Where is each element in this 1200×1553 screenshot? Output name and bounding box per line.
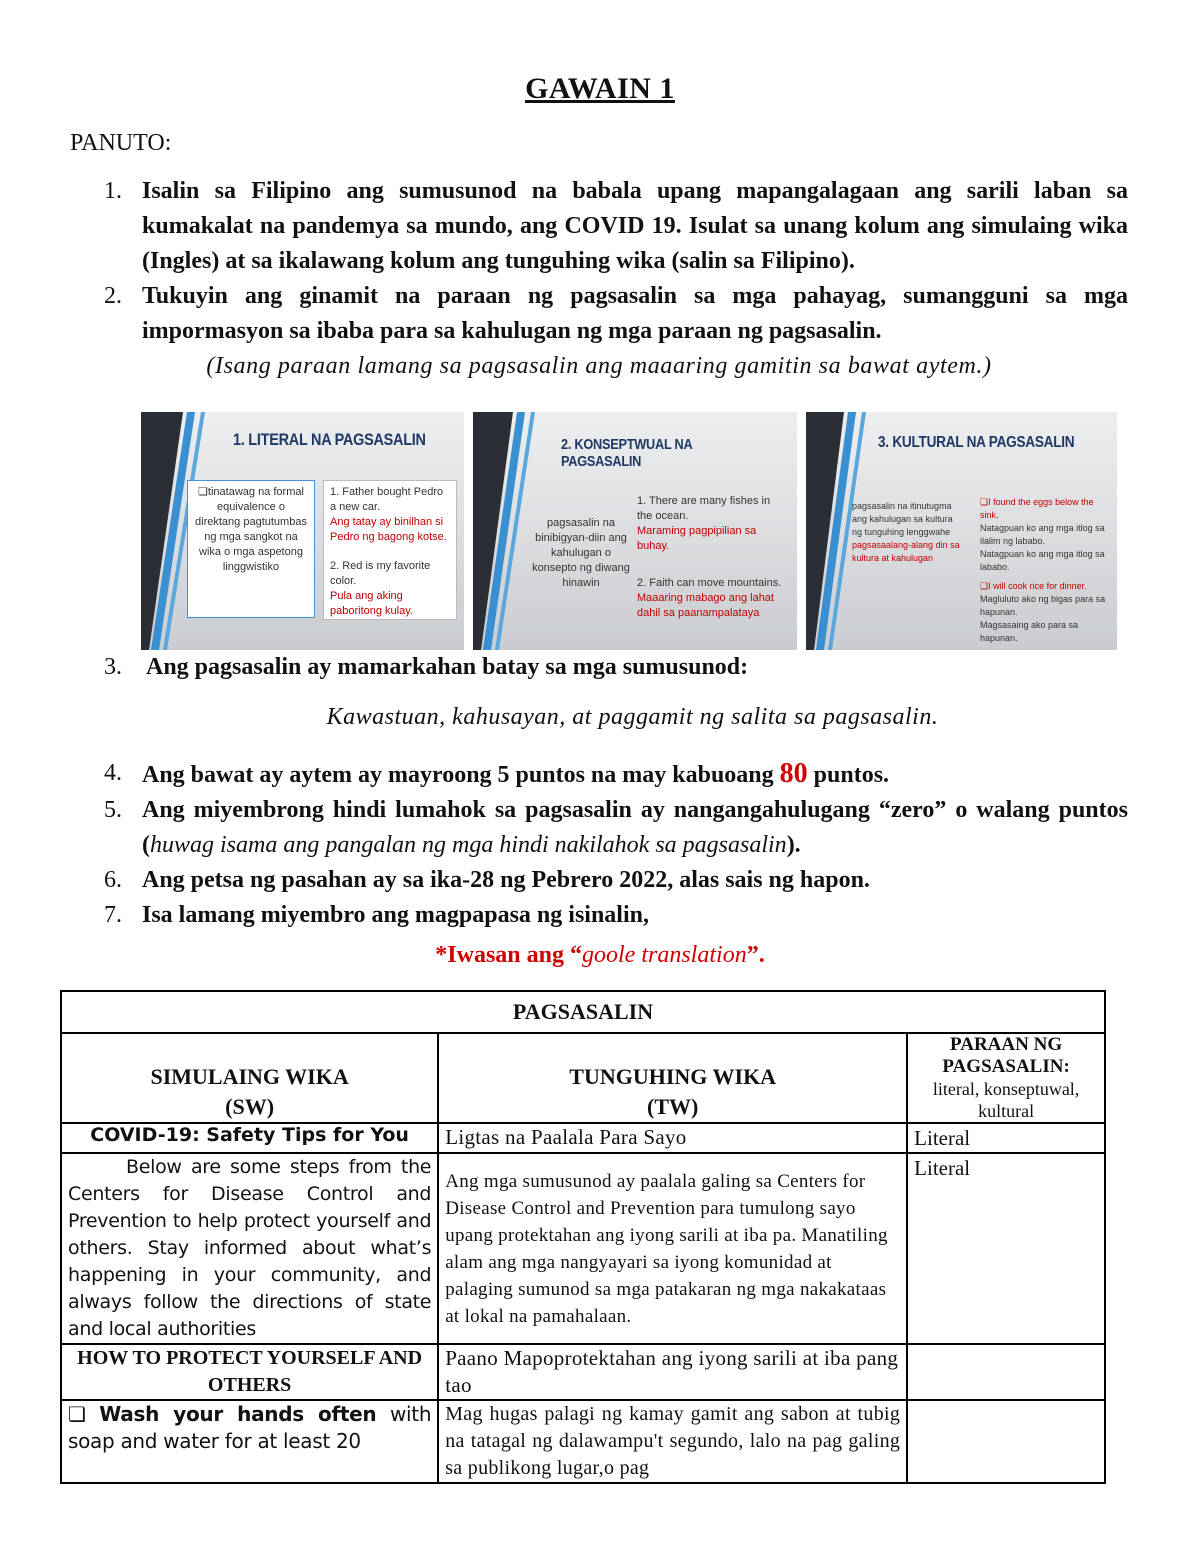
one-method-note: (Isang paraan lamang sa pagsasalin ang maaaring gamitin sa bawat aytem.) xyxy=(206,353,992,379)
item-number: 1. xyxy=(104,178,122,204)
table-cell-method xyxy=(907,1400,1105,1483)
translation-table xyxy=(60,990,1106,1484)
definition-box: ❏tinatawag na formal equivalence o direktang pagtutumbas ng mga sangkot na wika o mga aspetong linggwistiko xyxy=(187,480,315,618)
example-2-filipino: Magluluto ako ng bigas para sa hapunan. xyxy=(980,594,1106,617)
example-1-filipino: Maraming pagpipilian sa buhay. xyxy=(637,525,757,552)
table-row: ❏ Wash your hands often with soap and water for at least 20 xyxy=(61,1400,438,1483)
example-2-filipino-alt: Magsasaing ako para sa hapunan. xyxy=(980,620,1079,643)
item-number: 4. xyxy=(104,760,122,786)
example-2-english: 2. Red is my favorite color. xyxy=(330,560,431,587)
table-cell-tw: Paano Mapoprotektahan ang iyong sarili at iba pang tao xyxy=(438,1344,907,1400)
table-row: HOW TO PROTECT YOURSELF AND OTHERS xyxy=(61,1344,438,1400)
table-cell-method xyxy=(907,1344,1105,1400)
example-1-english: 1. There are many fishes in the ocean. xyxy=(637,495,771,522)
example-1-english: 1. Father bought Pedro a new car. xyxy=(330,486,444,513)
slide-literal xyxy=(141,412,464,650)
example-2-english: 2. Faith can move mountains. xyxy=(637,577,782,589)
item-number: 2. xyxy=(104,283,122,309)
example-2-filipino: Pula ang aking paboritong kulay. xyxy=(330,590,413,617)
example-2-english: ❏I will cook rice for dinner. xyxy=(980,581,1087,591)
checkbox-icon: ❏ xyxy=(68,1402,86,1426)
examples-text xyxy=(637,494,787,621)
warning-note: *Iwasan ang “goole translation”. xyxy=(435,942,765,968)
example-2-filipino: Maaaring mabago ang lahat dahil sa paanampalataya xyxy=(637,592,774,619)
instruction-item-7: 7. Isa lamang miyembro ang magpapasa ng isinalin, xyxy=(70,898,1128,933)
translation-methods-slides xyxy=(141,412,1117,650)
examples-box xyxy=(323,480,457,620)
instruction-item-3: Ang pagsasalin ay mamarkahan batay sa mga sumusunod: xyxy=(146,654,749,680)
instruction-text: Tukuyin ang ginamit na paraan ng pagsasalin sa mga pahayag, sumangguni sa mga impormasyon sa ibaba para sa kahulugan ng mga paraan ng pagsasalin. xyxy=(142,283,1128,344)
instruction-item-1 xyxy=(70,174,1128,279)
item-number: 6. xyxy=(104,867,122,893)
slide-kultural xyxy=(806,412,1117,650)
table-cell-method: Literal xyxy=(907,1153,1105,1344)
total-points: 80 xyxy=(779,758,808,789)
column-header-method: PARAAN NG PAGSASALIN: literal, konseptuwal, kultural xyxy=(907,1033,1105,1123)
checkbox-icon: ❏ xyxy=(980,497,989,507)
item-number: 3. xyxy=(104,654,122,680)
example-1-english: ❏I found the eggs below the sink. xyxy=(980,497,1094,520)
definition-text: pagsasalin na binibigyan-diin ang kahulugan o konsepto ng diwang hinawin xyxy=(532,517,630,589)
checkbox-icon: ❏ xyxy=(980,581,989,591)
grading-criteria: Kawastuan, kahusayan, at paggamit ng salita sa pagsasalin. xyxy=(326,704,939,730)
table-cell-tw: Mag hugas palagi ng kamay gamit ang sabon at tubig na tatagal ng dalawampu't segundo, lalo na pag galing sa publikong lugar,o pag xyxy=(438,1400,907,1483)
example-1-filipino-alt: Natagpuan ko ang mga itlog sa lababo. xyxy=(980,549,1105,572)
slide-title: 2. KONSEPTWUAL NA PAGSASALIN xyxy=(561,436,692,470)
instruction-item-5: 5. Ang miyembrong hindi lumahok sa pagsasalin ay nangangahulugang “zero” o walang puntos (huwag isama ang pangalan ng mga hindi nakilahok sa pagsasalin). xyxy=(70,793,1128,863)
table-row: COVID-19: Safety Tips for You xyxy=(61,1123,438,1153)
column-header-tw: TUNGUHING WIKA (TW) xyxy=(438,1033,907,1123)
instruction-item-2 xyxy=(70,279,1128,349)
example-1-filipino: Natagpuan ko ang mga itlog sa ilalim ng lababo. xyxy=(980,523,1105,546)
table-header: PAGSASALIN xyxy=(61,991,1105,1033)
instruction-text: Isalin sa Filipino ang sumusunod na babala upang mapangalagaan ang sarili laban sa kumakalat na pandemya sa mundo, ang COVID 19. Isulat sa unang kolum ang simulaing wika (Ingles) at sa ikalawang kolum ang tunguhing wika (salin sa Filipino). xyxy=(142,178,1128,274)
example-1-filipino: Ang tatay ay binilhan si Pedro ng bagong kotse. xyxy=(330,516,447,543)
table-row: Below are some steps from the Centers for Disease Control and Prevention to help protect yourself and others. Stay informed about what’s happening in your community, and always follow the directions of state and local authorities xyxy=(61,1153,438,1344)
panuto-label: PANUTO: xyxy=(70,130,172,156)
table-cell-method: Literal xyxy=(907,1123,1105,1153)
definition-main: pagsasalin na itinutugma ang kahulugan sa kultura ng tunguhing lenggwahe xyxy=(852,501,953,537)
column-header-sw: SIMULAING WIKA (SW) xyxy=(61,1033,438,1123)
slide-title: 3. KULTURAL NA PAGSASALIN xyxy=(878,434,1075,451)
item-number: 5. xyxy=(104,797,122,823)
definition-highlight: pagsasaalang-alang din sa kultura at kahulugan xyxy=(852,540,960,563)
slide-konseptwual xyxy=(473,412,797,650)
instructions-list xyxy=(70,174,1128,384)
slide-title: 1. LITERAL NA PAGSASALIN xyxy=(233,430,426,449)
table-cell-tw: Ligtas na Paalala Para Sayo xyxy=(438,1123,907,1153)
page-title: GAWAIN 1 xyxy=(525,72,675,105)
examples-text xyxy=(980,496,1110,645)
item-number: 7. xyxy=(104,902,122,928)
definition-text xyxy=(852,500,962,565)
instructions-list-continued xyxy=(70,756,1128,933)
table-cell-tw: Ang mga sumusunod ay paalala galing sa Centers for Disease Control and Prevention para tumulong sayo upang protektahan ang iyong sarili at iba pa. Manatiling alam ang mga nangyayari sa iyong komunidad at palaging sumunod sa mga patakaran ng mga nakakataas at lokal na pamahalaan. xyxy=(438,1153,907,1344)
instruction-item-6: 6. Ang petsa ng pasahan ay sa ika-28 ng Pebrero 2022, alas sais ng hapon. xyxy=(70,863,1128,898)
instruction-item-4: 4. Ang bawat ay aytem ay mayroong 5 puntos na may kabuoang 80 puntos. xyxy=(104,758,890,789)
